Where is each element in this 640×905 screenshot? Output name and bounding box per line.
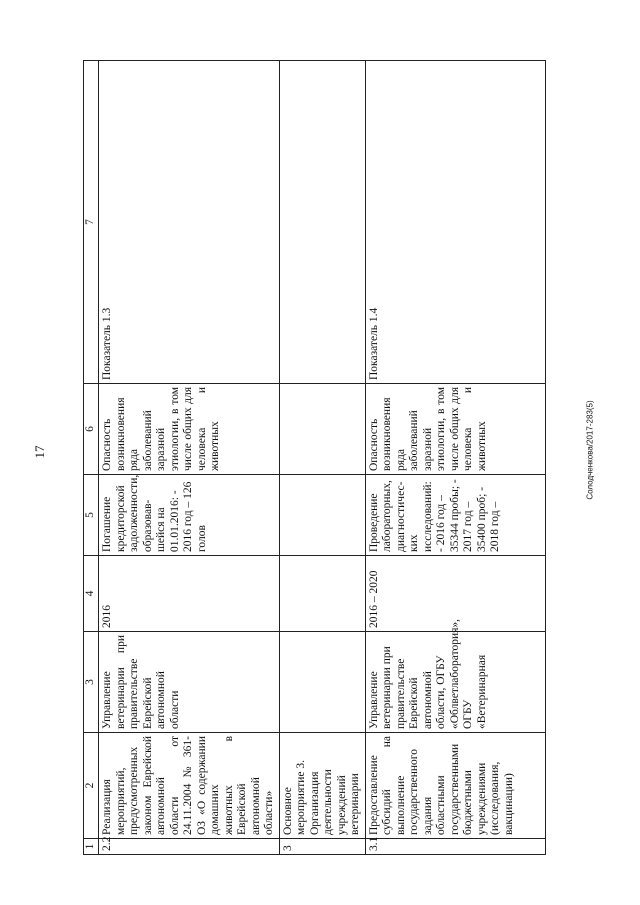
header-col-5: 5	[84, 475, 99, 556]
row-number: 3	[279, 839, 365, 855]
indicator-link: Показатель 1.3	[99, 61, 280, 384]
header-col-2: 2	[84, 733, 99, 839]
table-frame	[83, 60, 571, 855]
consequences: Опасность возникновения ряда заболеваний заразной этиологии, в том числе общих для человека и животных	[99, 384, 280, 475]
table-row	[279, 61, 365, 855]
expected-result	[279, 475, 365, 556]
indicator-link: Показатель 1.4	[365, 61, 545, 384]
expected-result: Проведение лабораторных, диагностичес-ких исследований: - 2016 год – 35344 пробы; - 2017 год – 35400 проб; - 2018 год –	[365, 475, 545, 556]
table-row	[99, 61, 280, 855]
table-row	[365, 61, 545, 855]
activity-name: Реализация мероприятий, предусмотренных законом Еврейской автономной области от 24.11.2004 № 361-ОЗ «О содержании домашних животных в Еврейской автономной области»	[99, 733, 280, 839]
responsible-executor	[279, 632, 365, 733]
rotated-table-container	[83, 60, 571, 855]
table-header-row	[84, 61, 99, 855]
responsible-executor: Управление ветеринарии при правительстве Еврейской автономной области	[99, 632, 280, 733]
activity-name: Основное мероприятие 3. Организация деятельности учреждений ветеринарии	[279, 733, 365, 839]
page-number: 17	[32, 445, 47, 459]
implementation-period: 2016 – 2020	[365, 556, 545, 632]
implementation-period	[279, 556, 365, 632]
row-number: 2.2	[99, 839, 280, 855]
document-code: Солодченкова/2017-283(5)	[585, 400, 595, 500]
header-col-3: 3	[84, 632, 99, 733]
activity-name: Предоставление субсидий на выполнение государственного задания областными государственными бюджетными учреждениями (исследования, вакцинации)	[365, 733, 545, 839]
program-activities-table	[83, 60, 546, 855]
implementation-period: 2016	[99, 556, 280, 632]
consequences: Опасность возникновения ряда заболеваний заразной этиологии, в том числе общих для человека и животных	[365, 384, 545, 475]
indicator-link	[279, 61, 365, 384]
header-col-6: 6	[84, 384, 99, 475]
consequences	[279, 384, 365, 475]
header-col-1: 1	[84, 839, 99, 855]
header-col-4: 4	[84, 556, 99, 632]
header-col-7: 7	[84, 61, 99, 384]
row-number: 3.1	[365, 839, 545, 855]
expected-result: Погашение кредиторской задолженности, образовав-шейся на 01.01.2016: - 2016 год – 126 голов	[99, 475, 280, 556]
responsible-executor: Управление ветеринарии при правительстве Еврейской автономной области, ОГБУ «Облветлаборатория», ОГБУ «Ветеринарная	[365, 632, 545, 733]
